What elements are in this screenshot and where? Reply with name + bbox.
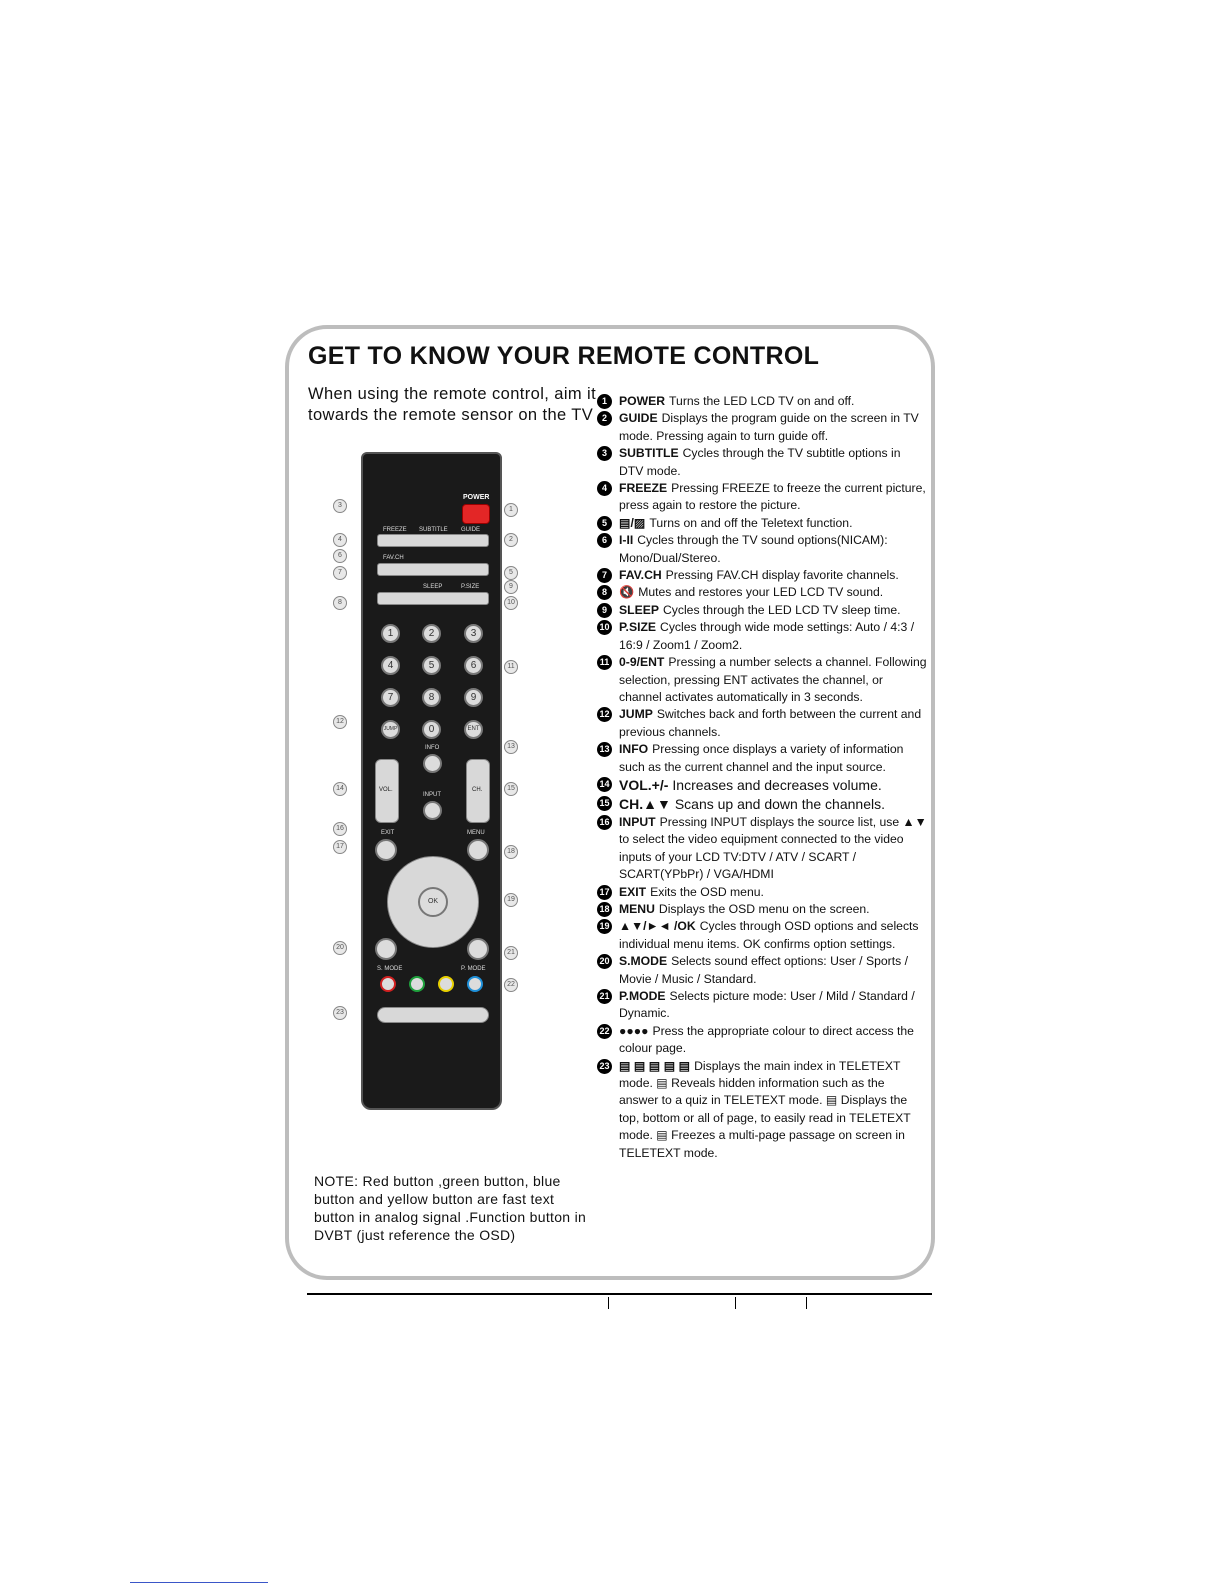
- callout-number: 15: [504, 782, 518, 796]
- item-key-name: JUMP: [619, 707, 653, 722]
- intro-text: When using the remote control, aim it towards the remote sensor on the TV: [308, 385, 597, 424]
- item-description: Turns on and off the Teletext function.: [649, 515, 853, 530]
- blue-key: [467, 976, 483, 992]
- remote-control-illustration: [361, 452, 502, 1110]
- item-description: Scans up and down the channels.: [674, 795, 885, 812]
- item-number-badge: 13: [597, 742, 612, 757]
- callout-number: 2: [504, 533, 518, 547]
- item-number-badge: 3: [597, 446, 612, 461]
- function-item: [597, 410, 927, 445]
- callout-number: 7: [333, 566, 347, 580]
- item-description: Selects picture mode: User / Mild / Standard / Dynamic.: [619, 989, 915, 1021]
- item-key-name: ▤ ▤ ▤ ▤ ▤: [619, 1058, 691, 1073]
- function-item: [597, 814, 927, 884]
- function-item: [597, 515, 927, 532]
- item-key-name: FREEZE: [619, 481, 668, 496]
- function-item: [597, 584, 927, 601]
- item-description: Cycles through OSD options and selects individual menu items. OK confirms option settings.: [619, 919, 919, 951]
- button-row-2: [377, 563, 489, 576]
- item-number-badge: 11: [597, 655, 612, 670]
- item-number-badge: 17: [597, 885, 612, 900]
- callout-number: 6: [333, 549, 347, 563]
- item-key-name: VOL.+/-: [619, 776, 669, 793]
- item-number-badge: 22: [597, 1024, 612, 1039]
- digit-key-6: 6: [464, 656, 483, 675]
- item-description: Pressing INPUT displays the source list, use ▲▼ to select the video equipment connected to the video inputs of your LCD TV:DTV / ATV / SCART / SCART(YPbPr) / VGA/HDMI: [619, 814, 927, 882]
- function-item: [597, 445, 927, 480]
- item-number-badge: 16: [597, 815, 612, 830]
- item-description: Mutes and restores your LED LCD TV sound.: [638, 585, 884, 600]
- function-item: [597, 619, 927, 654]
- sleep-label: SLEEP: [423, 584, 443, 590]
- smode-label: S. MODE: [377, 966, 403, 972]
- item-description: Displays the program guide on the screen in TV mode. Pressing again to turn guide off.: [619, 411, 919, 443]
- vol-label: VOL.: [379, 787, 393, 793]
- ent-key: ENT: [464, 720, 483, 739]
- footer-tick: [608, 1297, 609, 1309]
- callout-number: 17: [333, 840, 347, 854]
- item-key-name: GUIDE: [619, 411, 658, 426]
- callout-number: 13: [504, 740, 518, 754]
- digit-key-5: 5: [422, 656, 441, 675]
- exit-label: EXIT: [381, 830, 395, 836]
- function-item: [597, 567, 927, 584]
- function-item: [597, 953, 927, 988]
- item-description: Pressing once displays a variety of information such as the current channel and the input source.: [619, 742, 904, 774]
- digit-key-0: 0: [422, 720, 441, 739]
- item-description: Pressing FREEZE to freeze the current picture, press again to restore the picture.: [619, 481, 926, 513]
- item-number-badge: 14: [597, 777, 612, 792]
- callout-number: 8: [333, 596, 347, 610]
- item-number-badge: 10: [597, 620, 612, 635]
- item-description: Press the appropriate colour to direct access the colour page.: [619, 1023, 914, 1056]
- button-row-1: [377, 534, 489, 547]
- input-key: [423, 801, 442, 820]
- callout-number: 22: [504, 978, 518, 992]
- digit-key-9: 9: [464, 688, 483, 707]
- power-button: [462, 504, 490, 524]
- callout-number: 23: [333, 1006, 347, 1020]
- item-key-name: SUBTITLE: [619, 446, 679, 461]
- item-number-badge: 9: [597, 603, 612, 618]
- item-key-name: ▤/▨: [619, 515, 646, 530]
- item-key-name: ▲▼/►◄ /OK: [619, 919, 696, 934]
- callout-number: 20: [333, 941, 347, 955]
- callout-number: 12: [333, 715, 347, 729]
- button-row-3: [377, 592, 489, 605]
- item-key-name: SLEEP: [619, 602, 659, 617]
- item-number-badge: 2: [597, 411, 612, 426]
- item-number-badge: 1: [597, 394, 612, 409]
- item-number-badge: 4: [597, 481, 612, 496]
- function-item: [597, 654, 927, 706]
- pmode-label: P. MODE: [461, 966, 486, 972]
- red-key: [380, 976, 396, 992]
- digit-key-4: 4: [381, 656, 400, 675]
- item-key-name: INPUT: [619, 814, 656, 829]
- item-number-badge: 12: [597, 707, 612, 722]
- item-description: Cycles through the LED LCD TV sleep time.: [662, 602, 901, 617]
- input-label: INPUT: [423, 792, 441, 798]
- digit-key-1: 1: [381, 624, 400, 643]
- callout-number: 1: [504, 503, 518, 517]
- callout-number: 3: [333, 499, 347, 513]
- guide-label: GUIDE: [461, 527, 481, 533]
- item-number-badge: 23: [597, 1059, 612, 1074]
- function-item: [597, 901, 927, 918]
- freeze-label: FREEZE: [383, 527, 407, 533]
- callout-number: 5: [504, 566, 518, 580]
- info-key: [423, 754, 442, 773]
- item-key-name: MENU: [619, 901, 655, 916]
- footer-tick: [806, 1297, 807, 1309]
- subtitle-label: SUBTITLE: [419, 527, 448, 533]
- function-item: [597, 706, 927, 741]
- item-number-badge: 20: [597, 954, 612, 969]
- function-item: [597, 602, 927, 619]
- item-key-name: I-II: [619, 533, 634, 548]
- item-description: Pressing FAV.CH display favorite channels.: [665, 568, 899, 583]
- item-description: Pressing a number selects a channel. Following selection, pressing ENT activates the channel, or channel activates automatically in 3 seconds.: [619, 655, 927, 704]
- callout-number: 10: [504, 596, 518, 610]
- item-key-name: 🔇: [619, 585, 635, 600]
- page-title: GET TO KNOW YOUR REMOTE CONTROL: [308, 342, 820, 370]
- item-key-name: 0-9/ENT: [619, 655, 665, 670]
- function-item: [597, 988, 927, 1023]
- callout-number: 14: [333, 782, 347, 796]
- item-number-badge: 18: [597, 902, 612, 917]
- power-label: POWER: [463, 494, 490, 501]
- item-key-name: EXIT: [619, 884, 647, 899]
- function-item: [597, 776, 927, 795]
- callout-number: 11: [504, 660, 518, 674]
- ok-key: OK: [418, 887, 448, 917]
- item-description: Displays the main index in TELETEXT mode. ▤ Reveals hidden information such as the answer to a quiz in TELETEXT mode. ▤ Displays the top, bottom or all of page, to easily read in TELETEXT mode. ▤ Freezes a multi-page passage on screen in TELETEXT mode.: [619, 1058, 911, 1160]
- function-item: [597, 741, 927, 776]
- teletext-button-row: [377, 1007, 489, 1023]
- callout-number: 16: [333, 822, 347, 836]
- yellow-key: [438, 976, 454, 992]
- note-text: NOTE: Red button ,green button, blue button and yellow button are fast text button in analog signal .Function button in DVBT (just reference the OSD): [314, 1173, 587, 1243]
- exit-key: [375, 839, 397, 861]
- jump-key: JUMP: [381, 720, 400, 739]
- item-description: Cycles through the TV sound options(NICAM): Mono/Dual/Stereo.: [619, 533, 888, 565]
- function-item: [597, 532, 927, 567]
- item-key-name: POWER: [619, 394, 666, 408]
- smode-key: [375, 938, 397, 960]
- callout-number: 19: [504, 893, 518, 907]
- favch-label: FAV.CH: [383, 555, 404, 561]
- item-key-name: INFO: [619, 742, 649, 757]
- function-item: [597, 1023, 927, 1058]
- function-item: [597, 480, 927, 515]
- digit-key-2: 2: [422, 624, 441, 643]
- pmode-key: [467, 938, 489, 960]
- callout-number: 21: [504, 946, 518, 960]
- item-key-name: P.MODE: [619, 989, 666, 1003]
- item-number-badge: 21: [597, 989, 612, 1004]
- item-key-name: ●●●●: [619, 1023, 649, 1038]
- info-label: INFO: [425, 745, 440, 751]
- psize-label: P.SIZE: [461, 584, 480, 590]
- item-key-name: P.SIZE: [619, 620, 657, 635]
- menu-key: [467, 839, 489, 861]
- function-item: [597, 918, 927, 953]
- green-key: [409, 976, 425, 992]
- item-description: Cycles through the TV subtitle options in DTV mode.: [619, 446, 901, 478]
- item-number-badge: 6: [597, 533, 612, 548]
- function-item: [597, 795, 927, 814]
- item-description: Exits the OSD menu.: [650, 884, 764, 899]
- item-description: Switches back and forth between the current and previous channels.: [619, 707, 922, 739]
- item-description: Cycles through wide mode settings: Auto / 4:3 / 16:9 / Zoom1 / Zoom2.: [619, 620, 915, 652]
- digit-key-8: 8: [422, 688, 441, 707]
- function-item: [597, 393, 927, 410]
- item-description: Increases and decreases volume.: [672, 776, 882, 793]
- item-description: Selects sound effect options: User / Sports / Movie / Music / Standard.: [619, 954, 908, 986]
- callout-number: 9: [504, 580, 518, 594]
- bottom-link-underline: [130, 1582, 268, 1583]
- menu-label: MENU: [467, 830, 485, 836]
- function-item: [597, 884, 927, 901]
- item-number-badge: 5: [597, 516, 612, 531]
- item-number-badge: 15: [597, 796, 612, 811]
- item-number-badge: 8: [597, 585, 612, 600]
- footer-rule: [307, 1293, 932, 1295]
- item-key-name: CH.▲▼: [619, 795, 671, 812]
- callout-number: 4: [333, 533, 347, 547]
- item-key-name: S.MODE: [619, 954, 668, 969]
- digit-key-7: 7: [381, 688, 400, 707]
- item-number-badge: 19: [597, 919, 612, 934]
- function-list: [597, 393, 927, 1162]
- callout-number: 18: [504, 845, 518, 859]
- footer-tick: [735, 1297, 736, 1309]
- item-description: Displays the OSD menu on the screen.: [658, 901, 870, 916]
- item-description: Turns the LED LCD TV on and off.: [669, 394, 855, 408]
- item-key-name: FAV.CH: [619, 568, 662, 583]
- ch-label: CH.: [472, 787, 483, 793]
- item-number-badge: 7: [597, 568, 612, 583]
- digit-key-3: 3: [464, 624, 483, 643]
- function-item: [597, 1058, 927, 1162]
